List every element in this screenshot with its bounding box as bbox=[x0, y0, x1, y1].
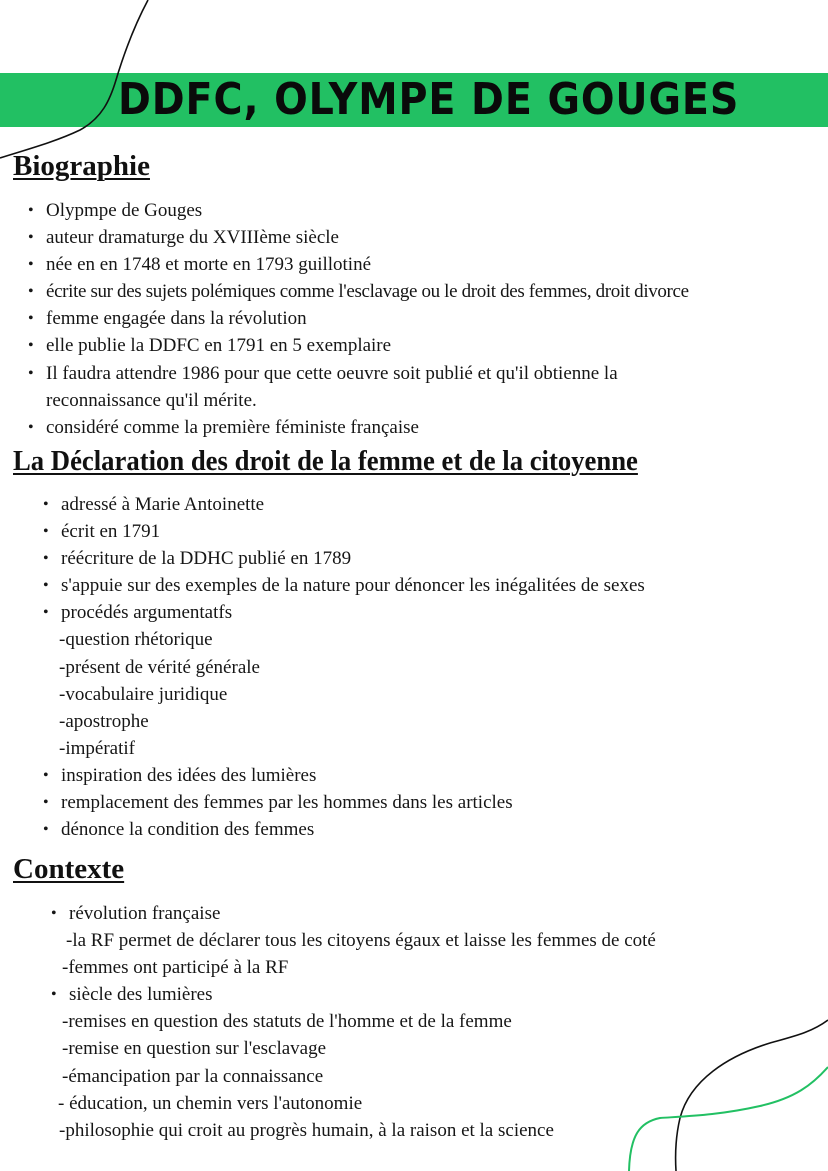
declaration-list bbox=[61, 491, 645, 843]
sub-item: -question rhétorique bbox=[59, 629, 213, 651]
heading-biographie: Biographie bbox=[13, 150, 150, 182]
list-item: • considéré comme la première féministe française bbox=[46, 414, 816, 441]
heading-declaration: La Déclaration des droit de la femme et de la citoyenne bbox=[13, 445, 638, 477]
sub-item: -impératif bbox=[59, 737, 135, 759]
contexte-list bbox=[58, 900, 656, 1144]
list-item: • femme engagée dans la révolution bbox=[46, 305, 816, 332]
sub-item: - éducation, un chemin vers l'autonomie bbox=[58, 1092, 363, 1114]
list-item: • révolution française bbox=[69, 900, 656, 927]
biographie-list bbox=[46, 197, 816, 441]
sub-item: -remise en question sur l'esclavage bbox=[62, 1038, 327, 1060]
heading-contexte: Contexte bbox=[13, 853, 125, 885]
list-item: • s'appuie sur des exemples de la nature pour dénoncer les inégalitées de sexes bbox=[61, 572, 645, 599]
sub-item: -apostrophe bbox=[59, 710, 149, 732]
list-item: • Olypmpe de Gouges bbox=[46, 197, 816, 224]
sub-item: -présent de vérité générale bbox=[59, 656, 260, 678]
list-item: • elle publie la DDFC en 1791 en 5 exemplaire bbox=[46, 332, 816, 359]
sub-item: -femmes ont participé à la RF bbox=[62, 957, 289, 979]
list-item: • dénonce la condition des femmes bbox=[61, 816, 645, 843]
black-curve-bottom-right bbox=[676, 1020, 828, 1171]
list-item: • remplacement des femmes par les hommes dans les articles bbox=[61, 789, 645, 816]
sub-item: -remises en question des statuts de l'homme et de la femme bbox=[62, 1011, 512, 1033]
list-item: • née en en 1748 et morte en 1793 guillotiné bbox=[46, 251, 816, 278]
list-item: • adressé à Marie Antoinette bbox=[61, 491, 645, 518]
sub-item: -émancipation par la connaissance bbox=[62, 1065, 324, 1087]
list-item: • écrit en 1791 bbox=[61, 518, 645, 545]
list-item: • réécriture de la DDHC publié en 1789 bbox=[61, 545, 645, 572]
green-curve-bottom-right bbox=[629, 1067, 828, 1171]
sub-item: -la RF permet de déclarer tous les citoyens égaux et laisse les femmes de coté bbox=[66, 930, 656, 952]
list-item: • auteur dramaturge du XVIIIème siècle bbox=[46, 224, 816, 251]
sub-item: -vocabulaire juridique bbox=[59, 683, 228, 705]
list-item: • écrite sur des sujets polémiques comme l'esclavage ou le droit des femmes, droit divorce bbox=[46, 278, 816, 305]
list-item: • procédés argumentatfs bbox=[61, 599, 645, 626]
sub-item: -philosophie qui croit au progrès humain, à la raison et la science bbox=[59, 1119, 554, 1141]
list-item: • inspiration des idées des lumières bbox=[61, 762, 645, 789]
list-item: • siècle des lumières bbox=[69, 981, 656, 1008]
list-item: • Il faudra attendre 1986 pour que cette oeuvre soit publié et qu'il obtienne la reconnaissance qu'il mérite. bbox=[46, 360, 726, 414]
page-title: DDFC, OLYMPE DE GOUGES bbox=[118, 74, 740, 125]
